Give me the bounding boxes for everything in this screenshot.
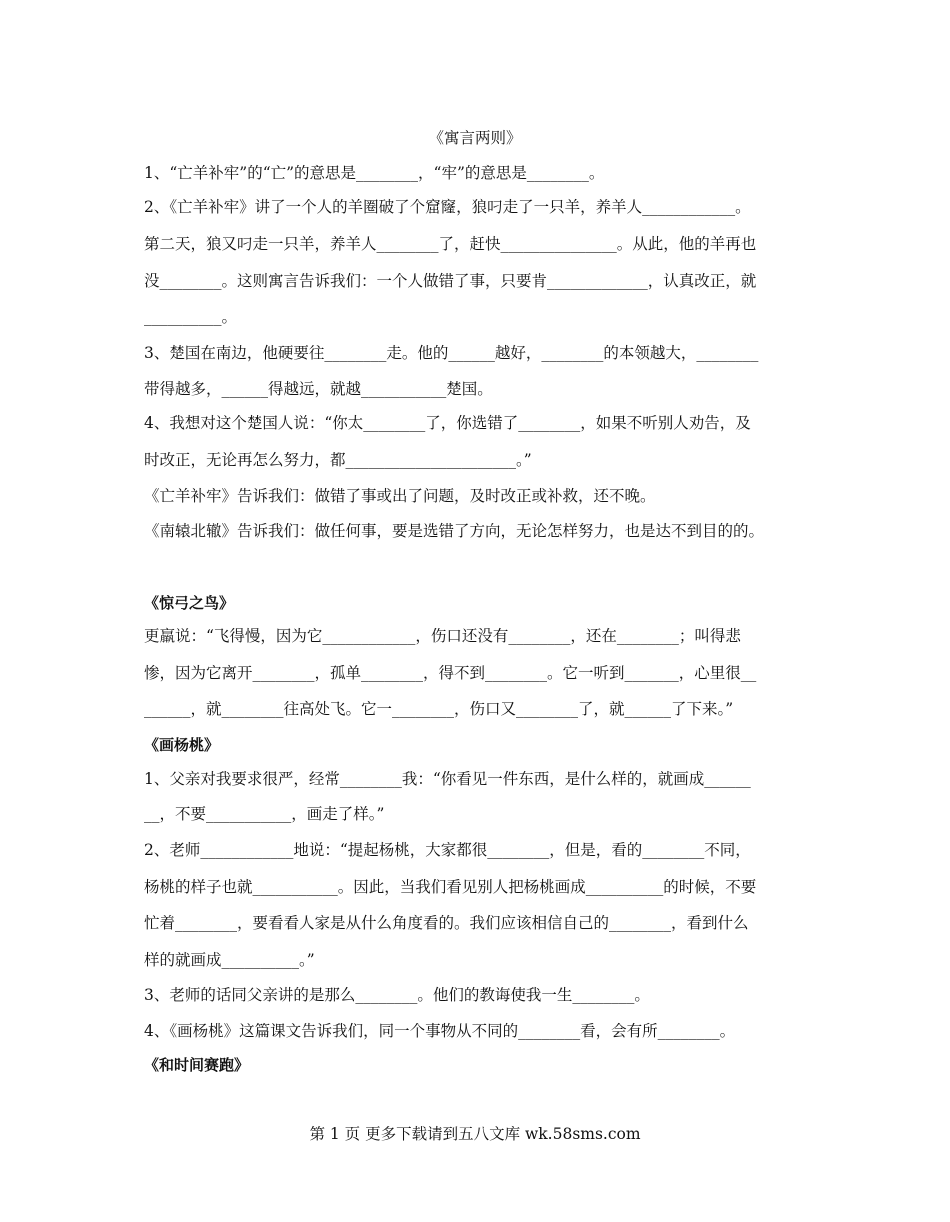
paragraph-line: 忙着________，要看看人家是从什么角度看的。我们应该相信自己的________，看到什么 xyxy=(144,914,749,932)
paragraph-line: ______，就________往高处飞。它一________，伤口又________了，就______了下来。” xyxy=(144,700,734,718)
paragraph-line: 4、我想对这个楚国人说：“你太________了，你选错了________，如果不听别人劝告，及 xyxy=(144,414,751,432)
paragraph-line: 4、《画杨桃》这篇课文告诉我们，同一个事物从不同的________看，会有所________。 xyxy=(144,1022,736,1040)
paragraph-line: 《南辕北辙》告诉我们：做任何事，要是选错了方向，无论怎样努力，也是达不到目的的。 xyxy=(144,522,765,540)
section-heading: 《画杨桃》 xyxy=(144,736,220,754)
paragraph-line: 2、《亡羊补牢》讲了一个人的羊圈破了个窟窿，狼叼走了一只羊，养羊人____________。 xyxy=(144,198,751,216)
paragraph-line: 样的就画成__________。” xyxy=(144,951,315,969)
paragraph-line: 第二天，狼又叼走一只羊，养羊人________了，赶快_______________。从此，他的羊再也 xyxy=(144,235,757,253)
paragraph-line: 1、父亲对我要求很严，经常________我：“你看见一件东西，是什么样的，就画成______ xyxy=(144,770,751,788)
page-footer: 第 1 页 更多下载请到五八文库 wk.58sms.com xyxy=(309,1125,641,1143)
paragraph-line: 3、老师的话同父亲讲的是那么________。他们的教诲使我一生________。 xyxy=(144,986,650,1004)
paragraph-line: 3、楚国在南边，他硬要往________走。他的______越好，________的本领越大，________ xyxy=(144,344,759,362)
page-title: 《寓言两则》 xyxy=(428,129,522,147)
paragraph-line: 杨桃的样子也就___________。因此，当我们看见别人把杨桃画成__________的时候，不要 xyxy=(144,878,757,896)
paragraph-line: 《亡羊补牢》告诉我们：做错了事或出了问题，及时改正或补救，还不晚。 xyxy=(144,487,656,505)
paragraph-line: 带得越多，______得越远，就越___________楚国。 xyxy=(144,380,493,398)
paragraph-line: __，不要___________，画走了样。” xyxy=(144,805,385,823)
paragraph-line: 时改正，无论再怎么努力，都______________________。” xyxy=(144,451,532,469)
paragraph-line: __________。 xyxy=(144,308,238,326)
section-heading: 《和时间赛跑》 xyxy=(144,1056,250,1074)
paragraph-line: 没________。这则寓言告诉我们：一个人做错了事，只要肯_____________，认真改正，就 xyxy=(144,272,757,290)
paragraph-line: 2、老师____________地说：“提起杨桃，大家都很________，但是，看的________不同， xyxy=(144,841,751,859)
section-heading: 《惊弓之鸟》 xyxy=(144,594,235,612)
paragraph-line: 更羸说：“飞得慢，因为它____________，伤口还没有________，还在________；叫得悲 xyxy=(144,627,741,645)
paragraph-line: 惨，因为它离开________，孤单________，得不到________。它一听到_______，心里很__ xyxy=(144,664,757,682)
paragraph-line: 1、“亡羊补牢”的“亡”的意思是________，“牢”的意思是________。 xyxy=(144,164,605,182)
